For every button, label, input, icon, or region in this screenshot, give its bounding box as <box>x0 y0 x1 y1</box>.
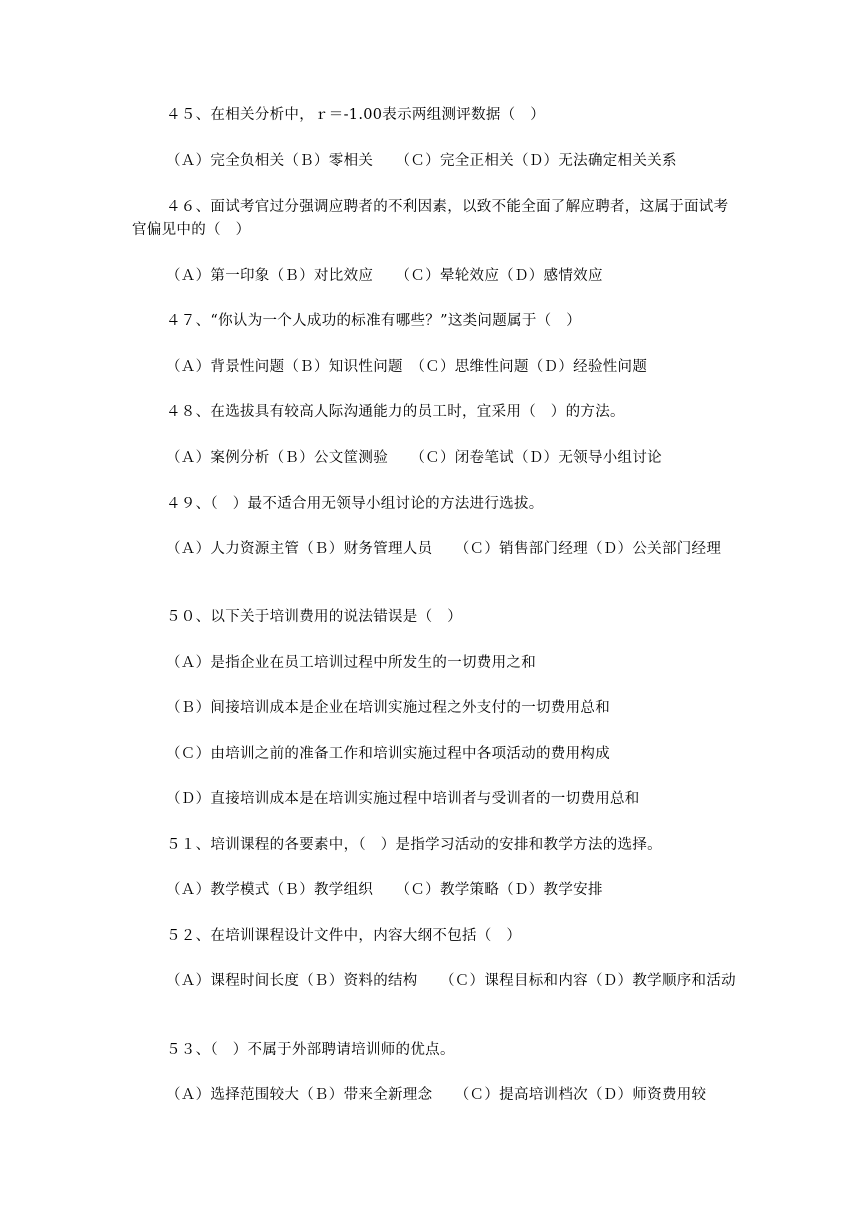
question-50-option-c: （Ｃ）由培训之前的准备工作和培训实施过程中各项活动的费用构成 <box>166 746 610 762</box>
question-52-options: （Ａ）课程时间长度（Ｂ）资料的结构 （Ｃ）课程目标和内容（Ｄ）教学顺序和活动 <box>166 973 736 989</box>
question-51-options: （Ａ）教学模式（Ｂ）教学组织 （Ｃ）教学策略（Ｄ）教学安排 <box>166 882 603 898</box>
question-51: ５１、培训课程的各要素中，（ ）是指学习活动的安排和教学方法的选择。 <box>166 837 662 853</box>
question-52: ５２、在培训课程设计文件中，内容大纲不包括（ ） <box>166 928 522 944</box>
question-48: ４８、在选拔具有较高人际沟通能力的员工时，宜采用（ ）的方法。 <box>166 404 625 420</box>
question-48-options: （Ａ）案例分析（Ｂ）公文筐测验 （Ｃ）闭卷笔试（Ｄ）无领导小组讨论 <box>166 450 662 466</box>
question-47-options: （Ａ）背景性问题（Ｂ）知识性问题 （Ｃ）思维性问题（Ｄ）经验性问题 <box>166 359 648 375</box>
question-49-options: （Ａ）人力资源主管（Ｂ）财务管理人员 （Ｃ）销售部门经理（Ｄ）公关部门经理 <box>166 541 722 557</box>
question-46-options: （Ａ）第一印象（Ｂ）对比效应 （Ｃ）晕轮效应（Ｄ）感情效应 <box>166 268 603 284</box>
question-50-option-d: （Ｄ）直接培训成本是在培训实施过程中培训者与受训者的一切费用总和 <box>166 791 640 807</box>
question-46: ４６、面试考官过分强调应聘者的不利因素，以致不能全面了解应聘者，这属于面试考官偏见中的（ ） <box>132 199 729 238</box>
question-45-options: （Ａ）完全负相关（Ｂ）零相关 （Ｃ）完全正相关（Ｄ）无法确定相关关系 <box>166 153 677 169</box>
question-50-option-b: （Ｂ）间接培训成本是企业在培训实施过程之外支付的一切费用总和 <box>166 700 610 716</box>
question-45: ４５、在相关分析中，ｒ＝-1.00表示两组测评数据（ ） <box>166 107 546 123</box>
question-49: ４９、（ ）最不适合用无领导小组讨论的方法进行选拔。 <box>166 496 544 512</box>
question-47: ４７、“你认为一个人成功的标准有哪些？”这类问题属于（ ） <box>166 313 582 329</box>
question-53: ５３、（ ）不属于外部聘请培训师的优点。 <box>166 1042 455 1058</box>
question-50: ５０、以下关于培训费用的说法错误是（ ） <box>166 609 462 625</box>
question-50-option-a: （Ａ）是指企业在员工培训过程中所发生的一切费用之和 <box>166 655 536 671</box>
question-53-options: （Ａ）选择范围较大（Ｂ）带来全新理念 （Ｃ）提高培训档次（Ｄ）师资费用较 <box>166 1087 707 1103</box>
